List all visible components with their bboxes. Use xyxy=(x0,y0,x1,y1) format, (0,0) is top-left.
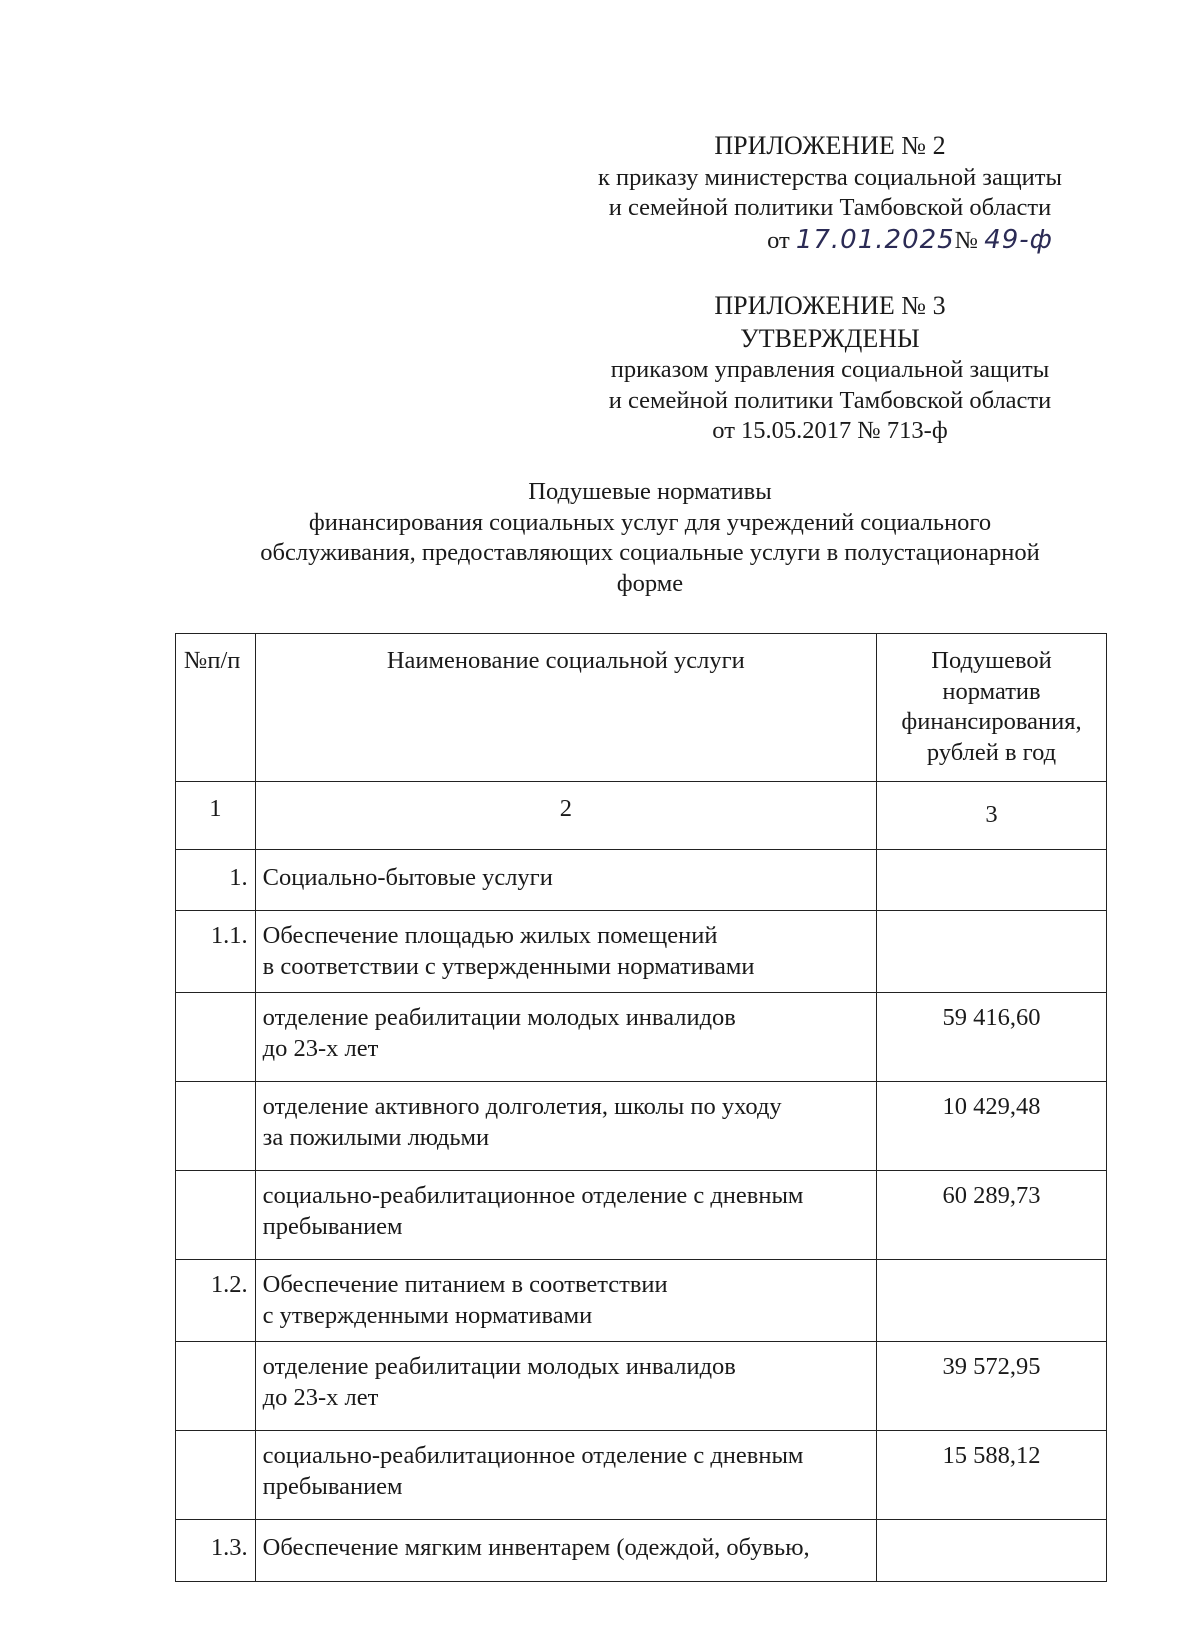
row-name-line2: пребыванием xyxy=(262,1212,403,1240)
title-line1: Подушевые нормативы xyxy=(528,478,772,505)
column-number-3: 3 xyxy=(877,782,1107,850)
row-num xyxy=(176,1342,256,1431)
row-name-line2: до 23-х лет xyxy=(262,1034,379,1062)
row-name-line2: до 23-х лет xyxy=(262,1383,379,1411)
table-row xyxy=(176,1520,1107,1582)
row-value xyxy=(877,1520,1107,1582)
row-num: 1. xyxy=(176,850,256,911)
table-row xyxy=(176,1431,1107,1520)
row-name-line2: в соответствии с утвержденными нормативами xyxy=(262,952,755,980)
row-value: 59 416,60 xyxy=(877,993,1107,1082)
header-norm-line3: финансирования, xyxy=(901,708,1082,736)
appendix-3-line2: и семейной политики Тамбовской области xyxy=(608,386,1052,414)
handwritten-date: 17.01.2025 xyxy=(795,224,955,255)
table-row xyxy=(176,1082,1107,1171)
appendix-3-line1: приказом управления социальной защиты xyxy=(610,356,1050,383)
appendix-3-block xyxy=(560,290,1100,447)
appendix-2-heading: ПРИЛОЖЕНИЕ № 2 xyxy=(714,131,946,160)
row-name xyxy=(255,993,876,1082)
row-name-line2: с утвержденными нормативами xyxy=(262,1301,593,1329)
row-num: 1.1. xyxy=(176,911,256,993)
header-norm-line1: Подушевой xyxy=(931,647,1052,674)
column-number-2: 2 xyxy=(255,782,876,850)
row-value xyxy=(877,1260,1107,1342)
row-value xyxy=(877,911,1107,993)
row-num xyxy=(176,1082,256,1171)
row-name xyxy=(255,1260,876,1342)
norms-table xyxy=(175,633,1107,1582)
table-header-row xyxy=(176,634,1107,782)
appendix-2-line2: и семейной политики Тамбовской области xyxy=(608,194,1052,222)
document-title xyxy=(170,477,1130,600)
title-line3: обслуживания, предоставляющих социальные услуги в полустационарной xyxy=(260,539,1040,567)
row-num xyxy=(176,1431,256,1520)
row-name xyxy=(255,1082,876,1171)
row-num: 1.2. xyxy=(176,1260,256,1342)
table-row xyxy=(176,1171,1107,1260)
row-name-line1: отделение реабилитации молодых инвалидов xyxy=(262,1353,736,1380)
appendix-3-line3: от 15.05.2017 № 713-ф xyxy=(712,417,948,445)
date-prefix: от xyxy=(767,226,790,254)
row-value: 10 429,48 xyxy=(877,1082,1107,1171)
number-sign: № xyxy=(954,226,979,254)
row-name-line1: отделение реабилитации молодых инвалидов xyxy=(262,1004,736,1031)
table-row xyxy=(176,1260,1107,1342)
row-value: 39 572,95 xyxy=(877,1342,1107,1431)
table-row xyxy=(176,1342,1107,1431)
row-num xyxy=(176,1171,256,1260)
appendix-2-line1: к приказу министерства социальной защиты xyxy=(598,163,1062,191)
row-name-line1: социально-реабилитационное отделение с дневным xyxy=(262,1182,804,1209)
approved-label: УТВЕРЖДЕНЫ xyxy=(740,323,920,353)
column-numbers-row xyxy=(176,782,1107,850)
row-num: 1.3. xyxy=(176,1520,256,1582)
title-line4: форме xyxy=(616,569,684,597)
row-name-line1: Обеспечение питанием в соответствии xyxy=(262,1271,668,1298)
title-line2: финансирования социальных услуг для учреждений социального xyxy=(308,508,992,536)
row-name: Обеспечение мягким инвентарем (одеждой, обувью, xyxy=(255,1520,876,1582)
header-norm xyxy=(877,634,1107,782)
handwritten-number: 49-ф xyxy=(984,224,1053,255)
appendix-2-block xyxy=(560,130,1100,256)
row-name xyxy=(255,911,876,993)
row-value: 60 289,73 xyxy=(877,1171,1107,1260)
row-name xyxy=(255,1431,876,1520)
column-number-1: 1 xyxy=(176,782,256,850)
row-value xyxy=(877,850,1107,911)
table-row xyxy=(176,850,1107,911)
row-name xyxy=(255,1171,876,1260)
row-name-line2: пребыванием xyxy=(262,1472,403,1500)
row-name xyxy=(255,1342,876,1431)
row-name-line1: отделение активного долголетия, школы по уходу xyxy=(262,1093,782,1120)
table-row xyxy=(176,993,1107,1082)
row-num xyxy=(176,993,256,1082)
row-name: Социально-бытовые услуги xyxy=(255,850,876,911)
header-norm-line4: рублей в год xyxy=(926,738,1057,766)
appendix-2-date-line xyxy=(560,224,1100,257)
row-name-line1: социально-реабилитационное отделение с дневным xyxy=(262,1442,804,1469)
appendix-3-heading: ПРИЛОЖЕНИЕ № 3 xyxy=(714,291,946,320)
row-name-line2: за пожилыми людьми xyxy=(262,1123,490,1151)
header-num: №п/п xyxy=(176,634,256,782)
row-name-line1: Обеспечение площадью жилых помещений xyxy=(262,922,718,949)
table-row xyxy=(176,911,1107,993)
header-name: Наименование социальной услуги xyxy=(255,634,876,782)
row-value: 15 588,12 xyxy=(877,1431,1107,1520)
header-norm-line2: норматив xyxy=(942,677,1041,705)
